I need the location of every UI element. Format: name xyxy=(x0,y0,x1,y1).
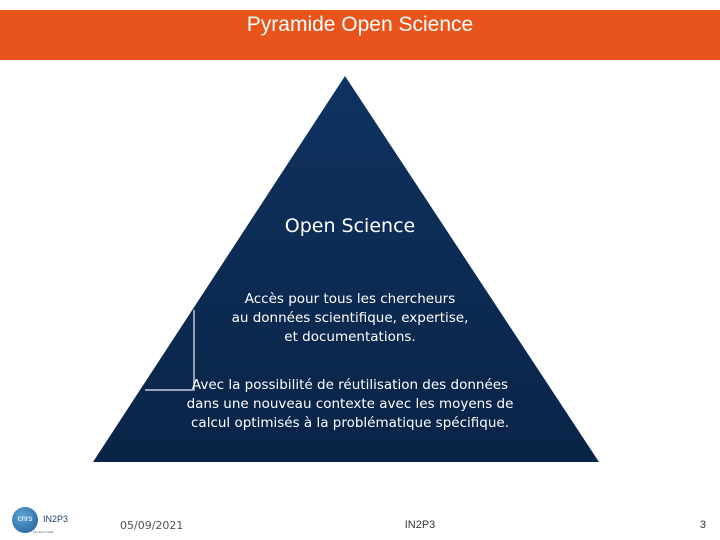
page-number: 3 xyxy=(699,519,706,531)
cnrs-in2p3-logo xyxy=(10,505,80,537)
level-2-line-3: et documentations. xyxy=(284,329,416,345)
level-2-line-2: au données scientifique, expertise, xyxy=(231,310,469,326)
level-3-line-2: dans une nouveau contexte avec les moyens de xyxy=(186,396,514,412)
pyramid-level-bottom xyxy=(150,376,550,433)
pyramid-level-middle xyxy=(200,290,500,347)
footer-date: 05/09/2021 xyxy=(120,519,184,532)
level-3-line-1: Avec la possibilité de réutilisation des données xyxy=(191,377,509,393)
slide-title: Pyramide Open Science xyxy=(246,13,474,36)
pyramid-level-top xyxy=(240,214,460,238)
footer-center-label: IN2P3 xyxy=(404,519,436,531)
level-3-line-3: calcul optimisés à la problématique spécifique. xyxy=(191,415,509,431)
level-1-line-1: Open Science xyxy=(284,215,416,237)
logo-text: IN2P3 xyxy=(43,514,69,524)
level-2-line-1: Accès pour tous les chercheurs xyxy=(244,291,456,307)
logo-circle-text: cnrs xyxy=(17,514,33,523)
logo-subtitle: Les deux infinis xyxy=(33,530,54,534)
